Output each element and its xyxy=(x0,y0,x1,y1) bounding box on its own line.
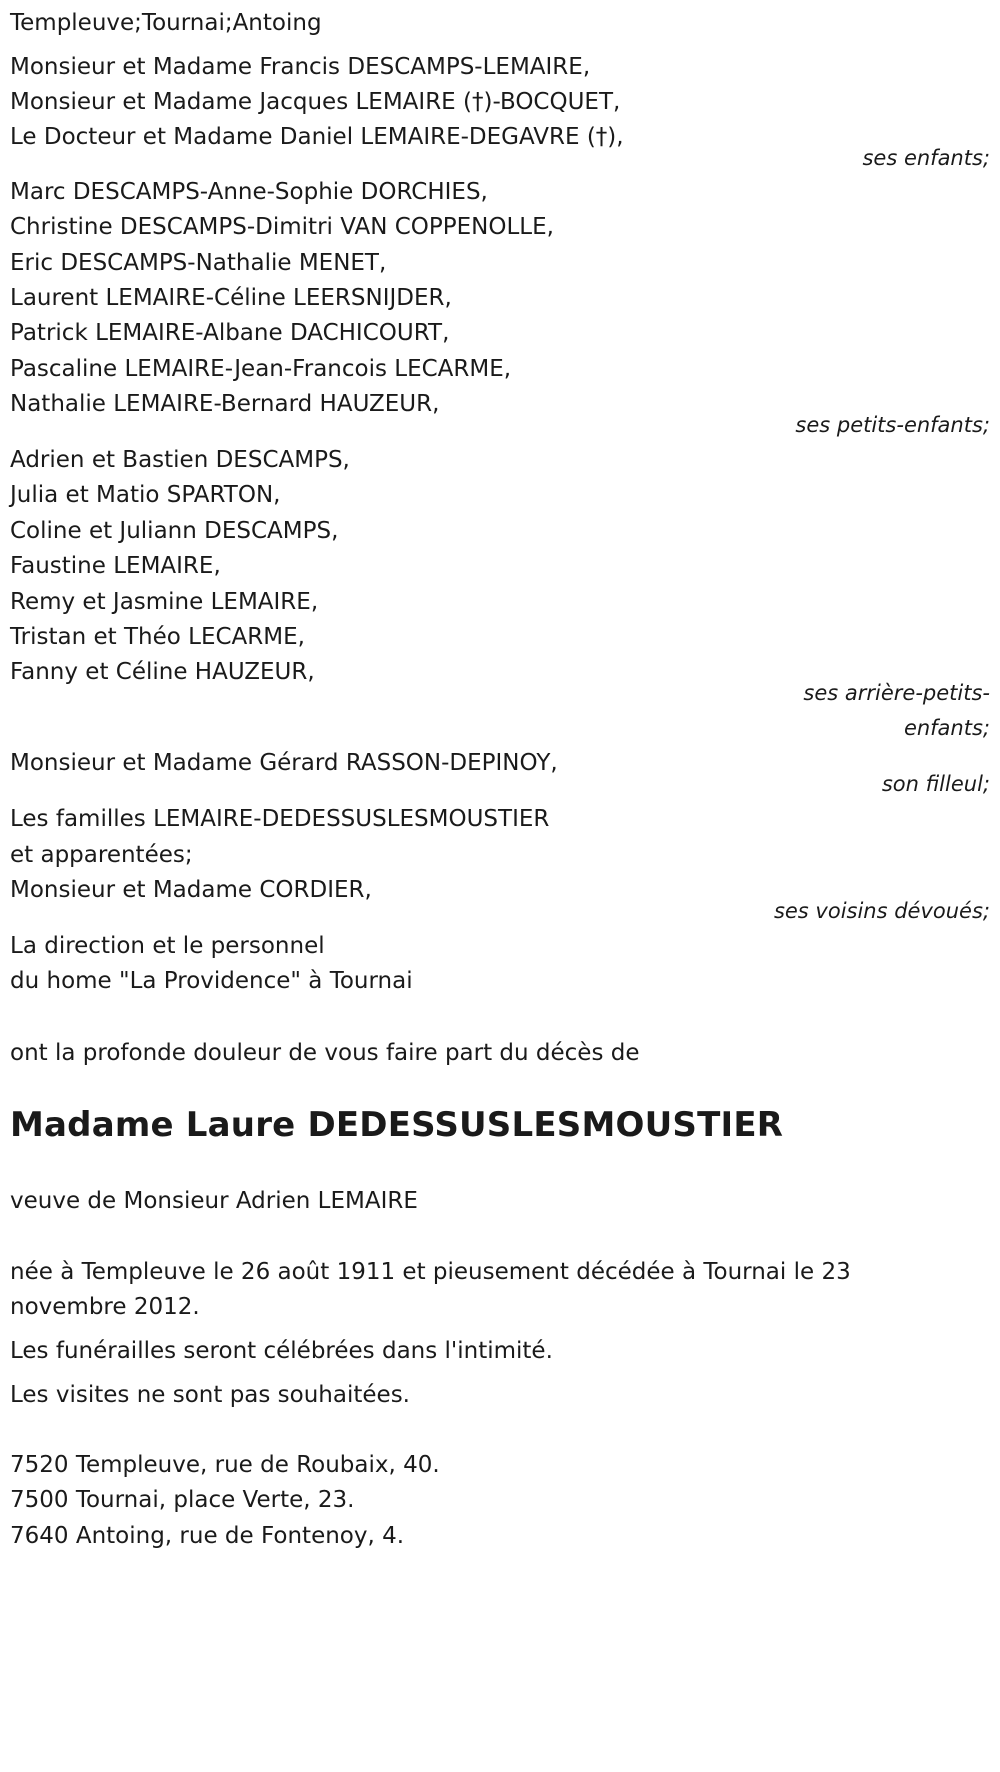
children-line: Le Docteur et Madame Daniel LEMAIRE-DEGAVRE (†), xyxy=(10,124,624,150)
children-line: Monsieur et Madame Jacques LEMAIRE (†)-BOCQUET, xyxy=(10,89,621,115)
godson-line: Monsieur et Madame Gérard RASSON-DEPINOY, xyxy=(10,750,558,776)
birth-death-line: novembre 2012. xyxy=(10,1294,200,1320)
address-line: 7500 Tournai, place Verte, 23. xyxy=(10,1487,355,1513)
great-grandchildren-line: Remy et Jasmine LEMAIRE, xyxy=(10,589,319,615)
grandchildren-line: Laurent LEMAIRE-Céline LEERSNIJDER, xyxy=(10,285,452,311)
grandchildren-line: Pascaline LEMAIRE-Jean-Francois LECARME, xyxy=(10,356,512,382)
grandchildren-line: Patrick LEMAIRE-Albane DACHICOURT, xyxy=(10,320,450,346)
address-line: 7640 Antoing, rue de Fontenoy, 4. xyxy=(10,1523,405,1549)
great-grandchildren-line: Fanny et Céline HAUZEUR, xyxy=(10,659,315,685)
deceased-name: Madame Laure DEDESSUSLESMOUSTIER xyxy=(10,1105,784,1145)
great-grandchildren-line: Coline et Juliann DESCAMPS, xyxy=(10,518,339,544)
neighbours-line: Les familles LEMAIRE-DEDESSUSLESMOUSTIER xyxy=(10,806,550,832)
great-grandchildren-role: ses arrière-petits- xyxy=(803,681,990,705)
grandchildren-line: Christine DESCAMPS-Dimitri VAN COPPENOLLE, xyxy=(10,214,554,240)
great-grandchildren-role: enfants; xyxy=(903,716,990,740)
neighbours-role: ses voisins dévoués; xyxy=(773,899,990,923)
home-staff-line: du home "La Providence" à Tournai xyxy=(10,968,413,994)
great-grandchildren-line: Julia et Matio SPARTON, xyxy=(10,482,281,508)
grandchildren-line: Marc DESCAMPS-Anne-Sophie DORCHIES, xyxy=(10,179,488,205)
great-grandchildren-line: Tristan et Théo LECARME, xyxy=(10,624,305,650)
visits-note: Les visites ne sont pas souhaitées. xyxy=(10,1382,410,1408)
header-locations: Templeuve;Tournai;Antoing xyxy=(10,10,322,36)
home-staff-line: La direction et le personnel xyxy=(10,933,325,959)
grandchildren-line: Eric DESCAMPS-Nathalie MENET, xyxy=(10,250,387,276)
grandchildren-line: Nathalie LEMAIRE-Bernard HAUZEUR, xyxy=(10,391,440,417)
neighbours-line: Monsieur et Madame CORDIER, xyxy=(10,877,372,903)
address-line: 7520 Templeuve, rue de Roubaix, 40. xyxy=(10,1452,440,1478)
widow-of: veuve de Monsieur Adrien LEMAIRE xyxy=(10,1188,418,1214)
announcement-intro: ont la profonde douleur de vous faire part du décès de xyxy=(10,1040,640,1066)
neighbours-line: et apparentées; xyxy=(10,842,193,868)
funeral-note: Les funérailles seront célébrées dans l'intimité. xyxy=(10,1338,553,1364)
godson-role: son filleul; xyxy=(881,772,990,796)
children-line: Monsieur et Madame Francis DESCAMPS-LEMAIRE, xyxy=(10,54,591,80)
birth-death-line: née à Templeuve le 26 août 1911 et pieusement décédée à Tournai le 23 xyxy=(10,1259,851,1285)
grandchildren-role: ses petits-enfants; xyxy=(795,413,990,437)
children-role: ses enfants; xyxy=(862,146,990,170)
great-grandchildren-line: Faustine LEMAIRE, xyxy=(10,553,221,579)
great-grandchildren-line: Adrien et Bastien DESCAMPS, xyxy=(10,447,350,473)
